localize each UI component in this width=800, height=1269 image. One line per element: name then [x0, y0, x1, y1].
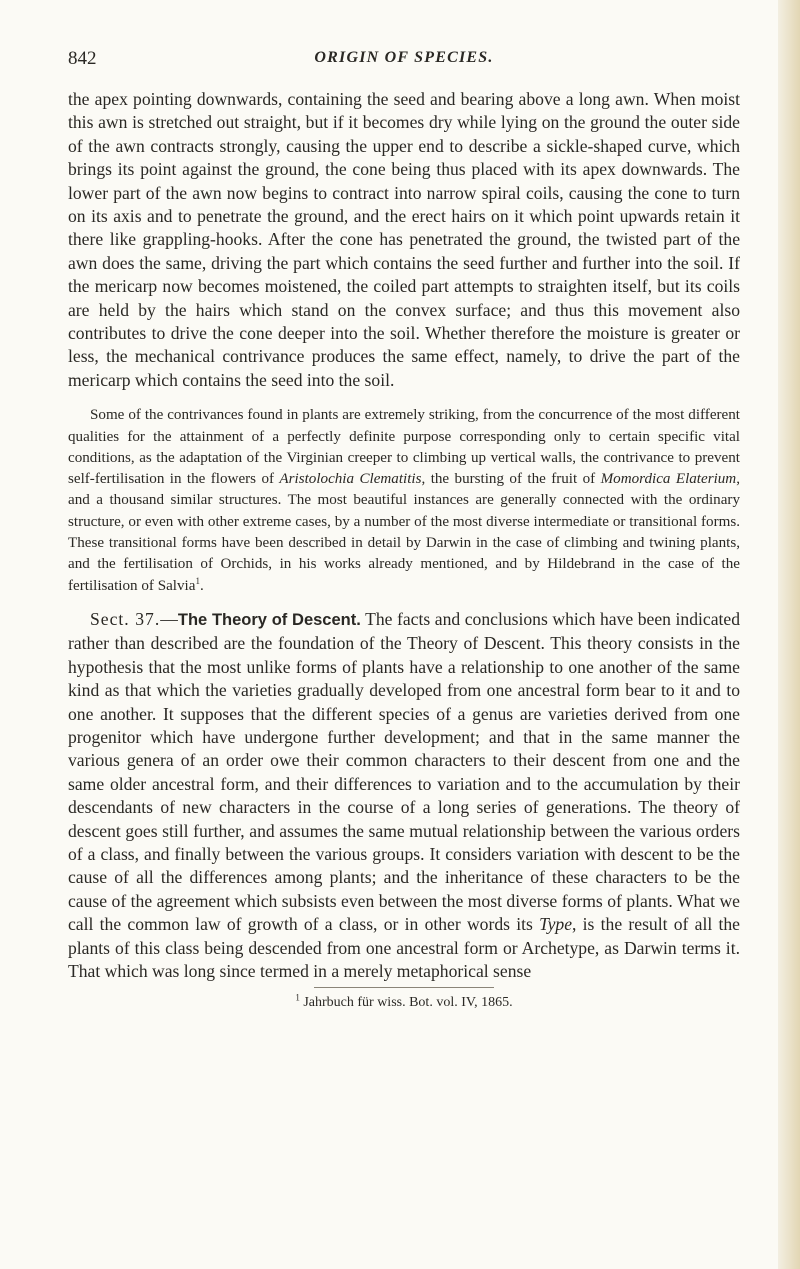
section-theory-of-descent — [68, 608, 740, 984]
species-name-momordica: Momordica Elaterium — [600, 471, 737, 488]
section-heading: The Theory of Descent. — [177, 610, 361, 629]
contrivances-text-b: , the bursting of the fruit of — [421, 471, 601, 488]
species-name-aristolochia: Aristolochia Clematitis — [279, 471, 422, 488]
section-dash: — — [160, 608, 178, 629]
section-label: Sect. 37. — [90, 608, 161, 629]
contrivances-text-d: . — [199, 577, 204, 594]
footnote-divider — [314, 987, 494, 988]
section-text-b: , is the result of all the plants of this class being descended from one ancestral form or Archetype, as Darwin terms it. That which was long since termed in a merely metaphorical sense — [68, 914, 740, 982]
page-edge — [778, 0, 800, 1269]
running-head — [68, 48, 740, 74]
footnote-marker: 1 — [295, 992, 300, 1003]
contrivances-text-c: , and a thousand similar structures. The most beautiful instances are generally connected with the ordinary structure, or even with other extreme cases, by a number of the most diverse intermediate or transitional forms. These transitional forms have been described in detail by Darwin in the case of climbing and twining plants, and the fertilisation of Orchids, in his works already mentioned, and by Hildebrand in the case of the fertilisation of Salvia — [68, 471, 740, 594]
footnote-reference: 1 — [195, 575, 200, 586]
running-title: ORIGIN OF SPECIES. — [314, 49, 494, 66]
section-text-a: The facts and conclusions which have been indicated rather than described are the foundation of the Theory of Descent. This theory consists in the hypothesis that the most unlike forms of plants have a relationship to one another of the same kind as that which the varieties gradually developed from one ancestral form bear to it and to one another. It supposes that the different species of a genus are varieties derived from one progenitor which have undergone further development; and that in the same manner the various genera of an order owe their common characters to their descent from one and the same older ancestral form, and their differences to variation and to the accumulation by their descendants of new characters in the course of a long series of generations. The theory of descent goes still further, and assumes the same mutual relationship between the various orders of a class, and finally between the various groups. It considers variation with descent to be the cause of all the differences among plants; and the inheritance of these characters to be the cause of the agreement which subsists even between the most diverse forms of plants. What we call the common law of growth of a class, or in other words its — [68, 608, 741, 935]
footnote — [68, 994, 740, 1012]
term-type: Type — [539, 914, 573, 935]
footnote-text: Jahrbuch für wiss. Bot. vol. IV, 1865. — [299, 995, 513, 1011]
paragraph-contrivances — [68, 405, 740, 597]
book-page — [68, 48, 740, 1012]
page-number: 842 — [68, 48, 97, 69]
contrivances-text-a: Some of the contrivances found in plants are extremely striking, from the concurrence of the most different qualities for the attainment of a perfectly definite purpose corresponding only to certain specific vital conditions, as the adaptation of the Virginian creeper to climbing up vertical walls, the contrivance to prevent self-fertilisation in the flowers of — [68, 407, 740, 488]
paragraph-mericarp: the apex pointing downwards, containing the seed and bearing above a long awn. When moist this awn is stretched out straight, but if it becomes dry while lying on the ground the outer side of the awn contracts strongly, causing the upper end to describe a sickle-shaped curve, which brings its point against the ground, the cone being thus placed with its apex downwards. The lower part of the awn now begins to contract into narrow spiral coils, causing the cone to turn on its axis and to penetrate the ground, and the erect hairs on it which point upwards retain it there like grappling-hooks. After the cone has penetrated the ground, the twisted part of the awn does the same, driving the part which contains the seed further and further into the soil. If the mericarp now becomes moistened, the coiled part attempts to straighten itself, but its coils are held by the hairs which stand on the convex surface; and thus this movement also contributes to drive the cone deeper into the soil. Whether therefore the moisture is greater or less, the mechanical contrivance produces the same effect, namely, to drive the part of the mericarp which contains the seed into the soil. — [68, 89, 740, 390]
